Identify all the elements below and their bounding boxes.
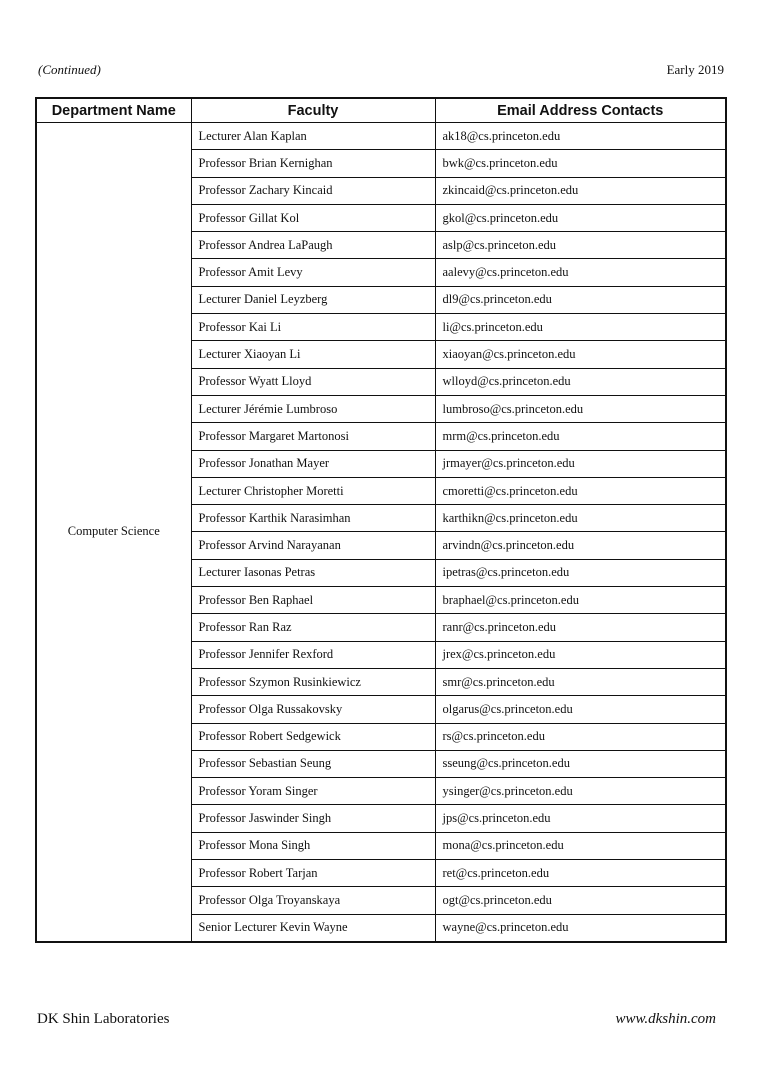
faculty-cell: Professor Yoram Singer: [191, 778, 435, 805]
faculty-cell: Professor Robert Tarjan: [191, 860, 435, 887]
email-cell: dl9@cs.princeton.edu: [435, 286, 726, 313]
faculty-cell: Lecturer Jérémie Lumbroso: [191, 395, 435, 422]
faculty-cell: Professor Ran Raz: [191, 614, 435, 641]
table-body: [36, 123, 726, 942]
faculty-cell: Professor Robert Sedgewick: [191, 723, 435, 750]
faculty-cell: Professor Sebastian Seung: [191, 750, 435, 777]
table-row: [36, 123, 726, 150]
faculty-cell: Professor Kai Li: [191, 314, 435, 341]
faculty-cell: Professor Jonathan Mayer: [191, 450, 435, 477]
faculty-cell: Professor Karthik Narasimhan: [191, 505, 435, 532]
faculty-cell: Professor Jennifer Rexford: [191, 641, 435, 668]
email-cell: ogt@cs.princeton.edu: [435, 887, 726, 914]
faculty-cell: Professor Margaret Martonosi: [191, 423, 435, 450]
faculty-cell: Senior Lecturer Kevin Wayne: [191, 914, 435, 942]
table-header-row: [36, 98, 726, 123]
faculty-cell: Professor Brian Kernighan: [191, 150, 435, 177]
faculty-cell: Lecturer Christopher Moretti: [191, 477, 435, 504]
faculty-cell: Lecturer Xiaoyan Li: [191, 341, 435, 368]
email-cell: rs@cs.princeton.edu: [435, 723, 726, 750]
faculty-cell: Lecturer Iasonas Petras: [191, 559, 435, 586]
faculty-cell: Professor Andrea LaPaugh: [191, 232, 435, 259]
email-cell: bwk@cs.princeton.edu: [435, 150, 726, 177]
email-cell: braphael@cs.princeton.edu: [435, 587, 726, 614]
column-header-email: Email Address Contacts: [435, 98, 726, 123]
email-cell: wlloyd@cs.princeton.edu: [435, 368, 726, 395]
email-cell: mrm@cs.princeton.edu: [435, 423, 726, 450]
faculty-cell: Professor Ben Raphael: [191, 587, 435, 614]
email-cell: arvindn@cs.princeton.edu: [435, 532, 726, 559]
faculty-cell: Professor Olga Troyanskaya: [191, 887, 435, 914]
email-cell: ysinger@cs.princeton.edu: [435, 778, 726, 805]
email-cell: aslp@cs.princeton.edu: [435, 232, 726, 259]
faculty-cell: Professor Arvind Narayanan: [191, 532, 435, 559]
email-cell: jrex@cs.princeton.edu: [435, 641, 726, 668]
email-cell: jrmayer@cs.princeton.edu: [435, 450, 726, 477]
email-cell: gkol@cs.princeton.edu: [435, 204, 726, 231]
email-cell: mona@cs.princeton.edu: [435, 832, 726, 859]
email-cell: wayne@cs.princeton.edu: [435, 914, 726, 942]
faculty-cell: Professor Olga Russakovsky: [191, 696, 435, 723]
faculty-cell: Professor Zachary Kincaid: [191, 177, 435, 204]
email-cell: lumbroso@cs.princeton.edu: [435, 395, 726, 422]
email-cell: ipetras@cs.princeton.edu: [435, 559, 726, 586]
faculty-cell: Professor Wyatt Lloyd: [191, 368, 435, 395]
faculty-cell: Professor Amit Levy: [191, 259, 435, 286]
column-header-department: Department Name: [36, 98, 191, 123]
faculty-contacts-table: [35, 97, 727, 943]
email-cell: sseung@cs.princeton.edu: [435, 750, 726, 777]
email-cell: ranr@cs.princeton.edu: [435, 614, 726, 641]
footer-company: DK Shin Laboratories: [37, 1011, 170, 1027]
email-cell: smr@cs.princeton.edu: [435, 668, 726, 695]
email-cell: aalevy@cs.princeton.edu: [435, 259, 726, 286]
email-cell: xiaoyan@cs.princeton.edu: [435, 341, 726, 368]
faculty-cell: Lecturer Daniel Leyzberg: [191, 286, 435, 313]
faculty-cell: Professor Mona Singh: [191, 832, 435, 859]
column-header-faculty: Faculty: [191, 98, 435, 123]
email-cell: jps@cs.princeton.edu: [435, 805, 726, 832]
date-label: Early 2019: [666, 62, 724, 77]
email-cell: olgarus@cs.princeton.edu: [435, 696, 726, 723]
email-cell: ak18@cs.princeton.edu: [435, 123, 726, 150]
email-cell: ret@cs.princeton.edu: [435, 860, 726, 887]
email-cell: cmoretti@cs.princeton.edu: [435, 477, 726, 504]
faculty-cell: Professor Jaswinder Singh: [191, 805, 435, 832]
email-cell: zkincaid@cs.princeton.edu: [435, 177, 726, 204]
footer-website: www.dkshin.com: [615, 1011, 716, 1027]
email-cell: li@cs.princeton.edu: [435, 314, 726, 341]
continued-label: (Continued): [38, 62, 101, 77]
faculty-cell: Professor Gillat Kol: [191, 204, 435, 231]
faculty-cell: Lecturer Alan Kaplan: [191, 123, 435, 150]
department-cell: Computer Science: [36, 123, 191, 942]
faculty-cell: Professor Szymon Rusinkiewicz: [191, 668, 435, 695]
email-cell: karthikn@cs.princeton.edu: [435, 505, 726, 532]
